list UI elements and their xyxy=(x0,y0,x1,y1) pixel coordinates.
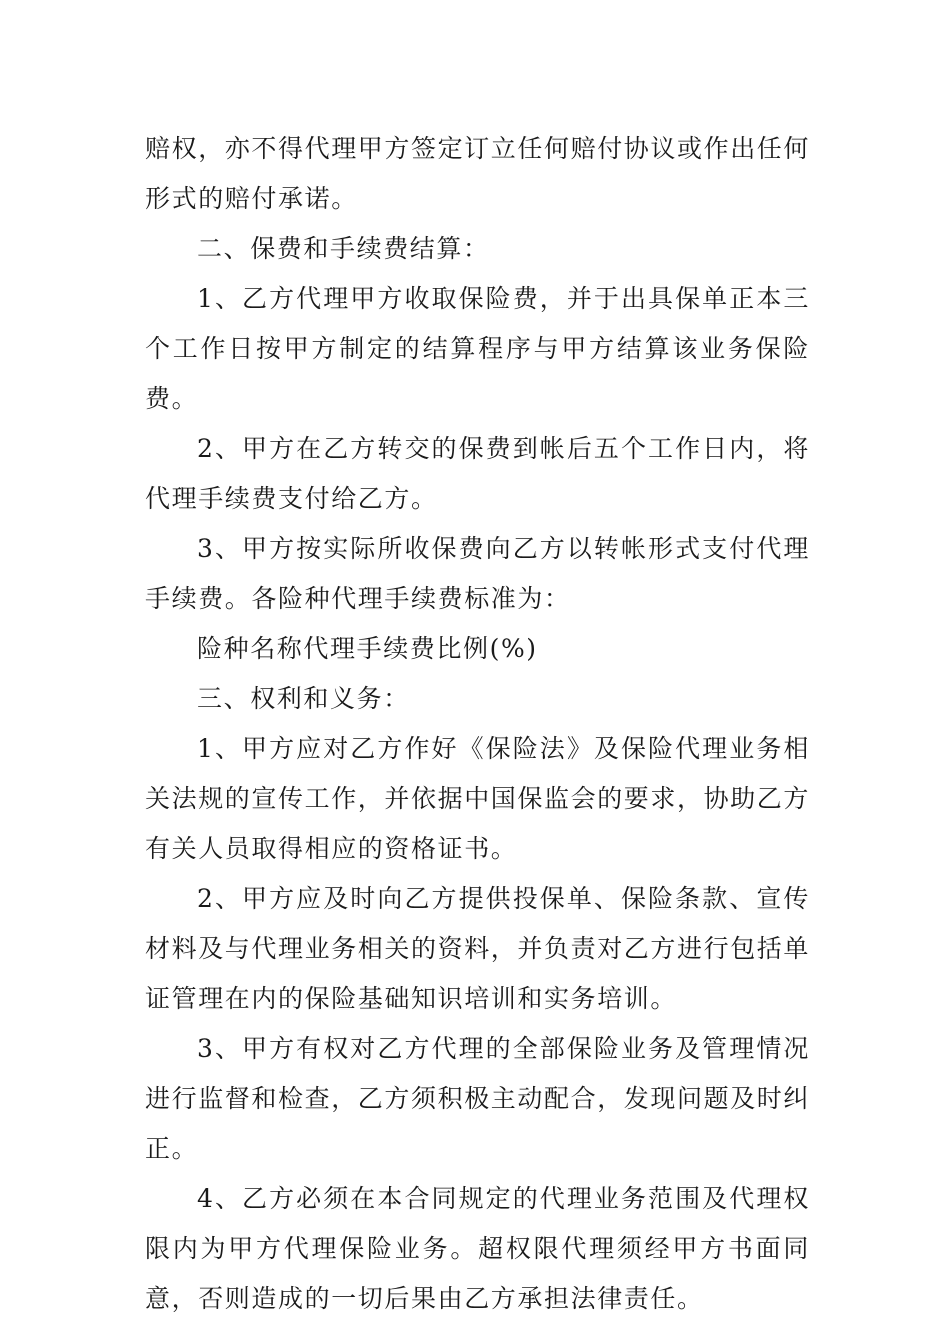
commission-table-header: 险种名称代理手续费比例(%) xyxy=(197,634,538,663)
document-body xyxy=(145,124,810,1324)
clause-2-1: 1、乙方代理甲方收取保险费，并于出具保单正本三个工作日按甲方制定的结算程序与甲方结算该业务保险费。 xyxy=(145,284,810,413)
section-heading-rights-obligations: 三、权利和义务： xyxy=(197,684,410,713)
clause-3-3: 3、甲方有权对乙方代理的全部保险业务及管理情况进行监督和检查，乙方须积极主动配合，发现问题及时纠正。 xyxy=(145,1034,811,1163)
clause-3-2: 2、甲方应及时向乙方提供投保单、保险条款、宣传材料及与代理业务相关的资料，并负责对乙方进行包括单证管理在内的保险基础知识培训和实务培训。 xyxy=(145,884,811,1013)
clause-3-1: 1、甲方应对乙方作好《保险法》及保险代理业务相关法规的宣传工作，并依据中国保监会的要求，协助乙方有关人员取得相应的资格证书。 xyxy=(145,734,811,863)
clause-2-2: 2、甲方在乙方转交的保费到帐后五个工作日内，将代理手续费支付给乙方。 xyxy=(145,434,810,513)
paragraph-continuation: 赔权，亦不得代理甲方签定订立任何赔付协议或作出任何形式的赔付承诺。 xyxy=(145,134,811,213)
clause-3-4: 4、乙方必须在本合同规定的代理业务范围及代理权限内为甲方代理保险业务。超权限代理须经甲方书面同意，否则造成的一切后果由乙方承担法律责任。 xyxy=(145,1184,810,1313)
section-heading-premium-settlement: 二、保费和手续费结算： xyxy=(197,234,490,263)
clause-2-3: 3、甲方按实际所收保费向乙方以转帐形式支付代理手续费。各险种代理手续费标准为： xyxy=(145,534,810,613)
